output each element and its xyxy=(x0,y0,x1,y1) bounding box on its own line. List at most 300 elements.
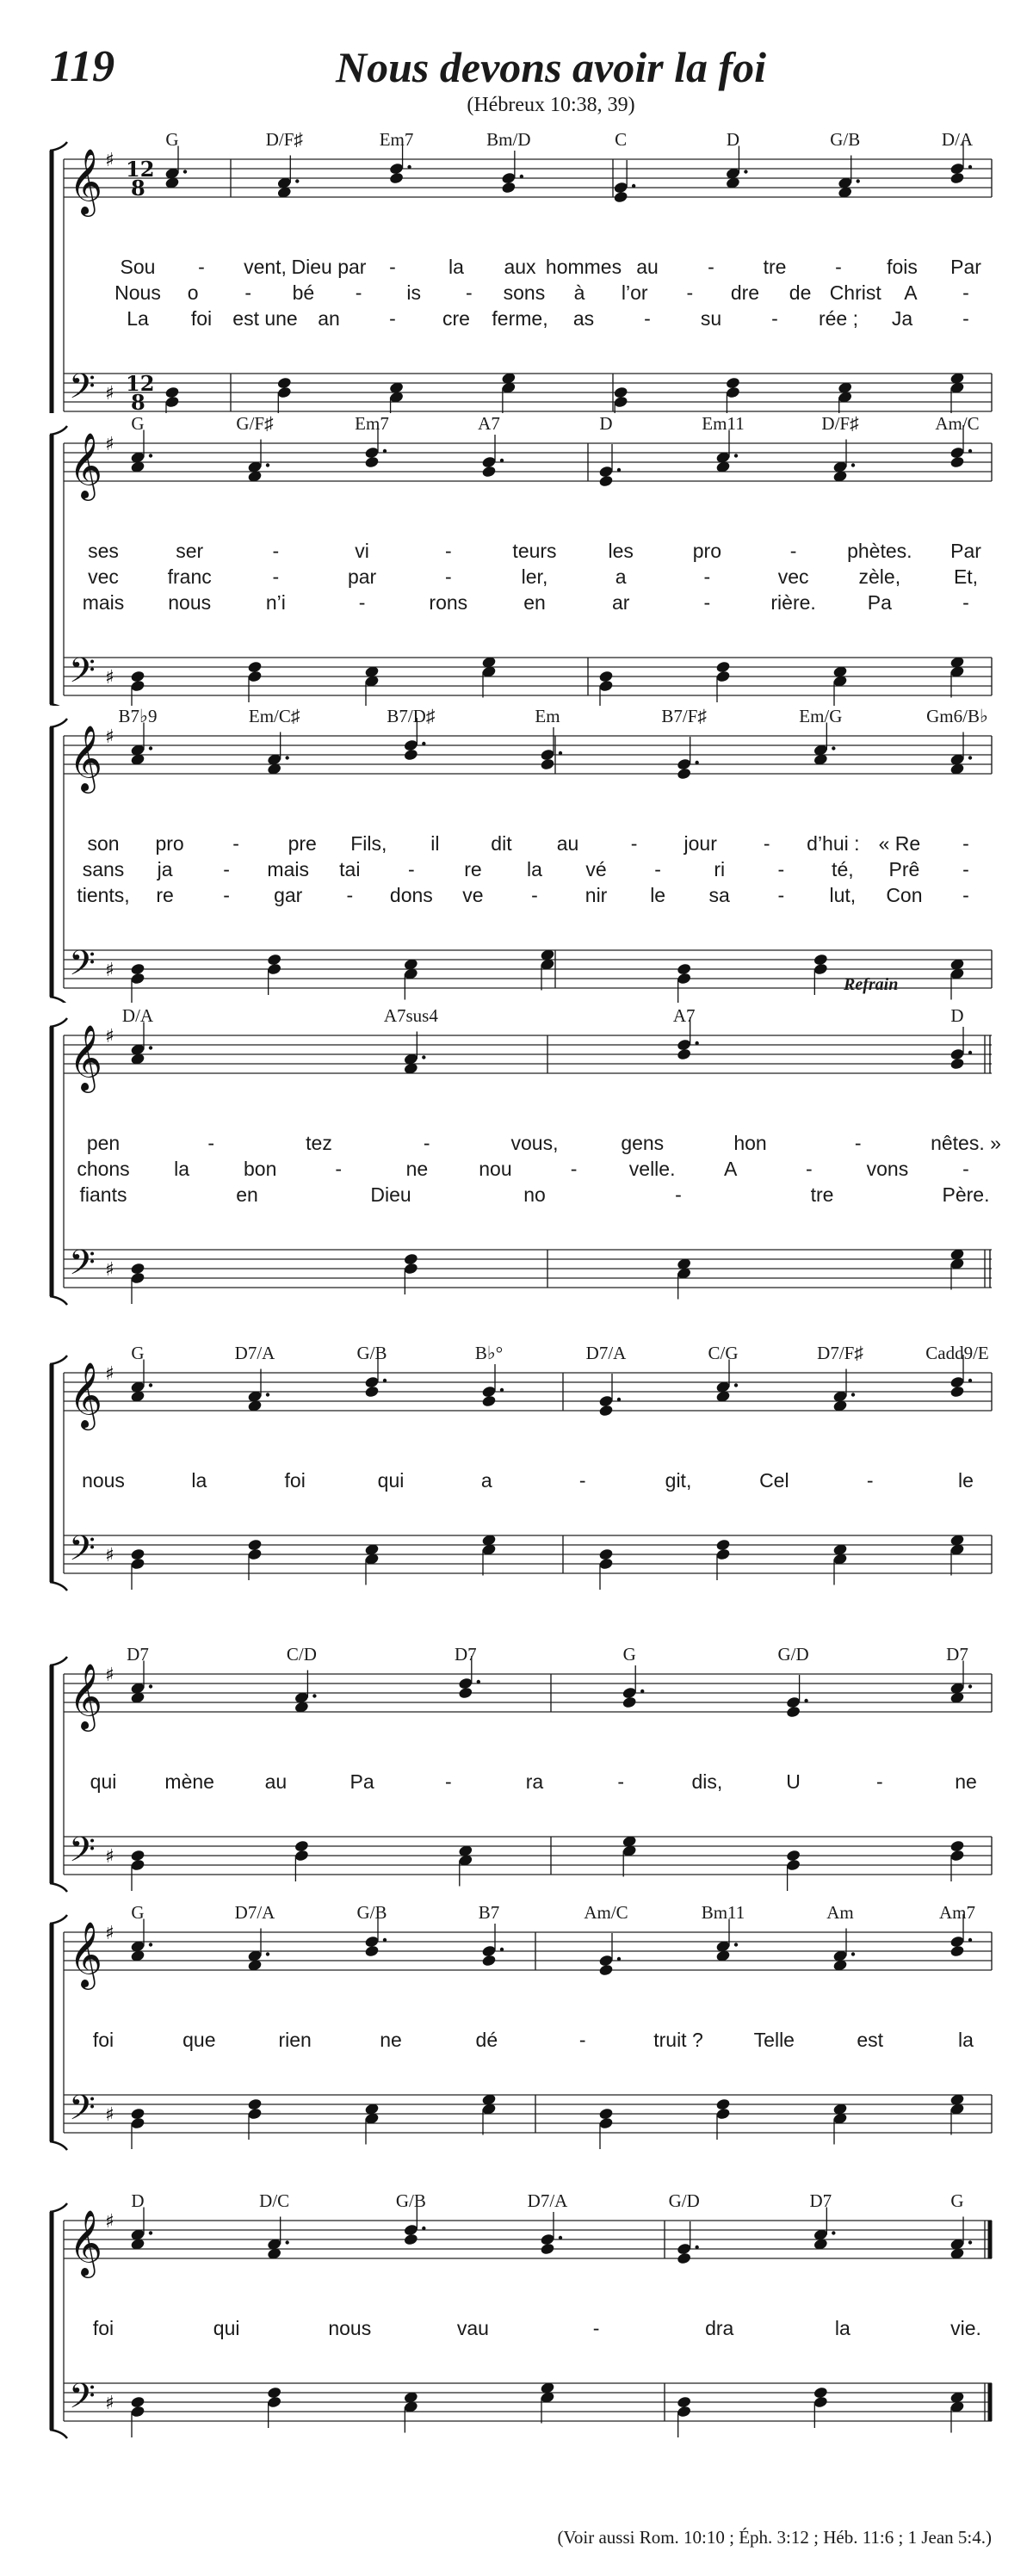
lyric-syllable: ri xyxy=(714,858,726,880)
augmentation-dot xyxy=(422,1055,425,1059)
chord-symbol: Am xyxy=(826,1902,854,1923)
lyric-syllable: o xyxy=(187,281,199,304)
score-system xyxy=(0,975,1033,1343)
lyric-syllable: « Re xyxy=(878,832,921,855)
bass-clef-icon: 𝄢 xyxy=(69,1243,96,1291)
augmentation-dot xyxy=(734,454,738,457)
lyric-syllable: - xyxy=(962,1158,969,1180)
lyric-syllable: bé xyxy=(292,281,315,304)
lyric-syllable: nou xyxy=(479,1158,512,1180)
lyric-syllable: à xyxy=(573,281,585,304)
lyric-syllable: Sou xyxy=(120,256,156,278)
key-signature-sharp-icon: ♯ xyxy=(105,1259,114,1281)
note-head xyxy=(949,171,965,184)
lyric-syllable: dre xyxy=(730,281,760,304)
chord-symbol: D xyxy=(599,413,613,434)
augmentation-dot xyxy=(266,1952,269,1955)
lyric-syllable: mais xyxy=(267,858,309,880)
note-head xyxy=(540,757,555,770)
lyric-syllable: dé xyxy=(475,2029,498,2051)
chord-symbol: G/B xyxy=(830,129,861,150)
score-system xyxy=(0,1902,1033,2190)
lyric-syllable: Nous xyxy=(114,281,161,304)
key-signature-sharp-icon: ♯ xyxy=(105,726,114,748)
chord-symbol: B7/D♯ xyxy=(387,706,436,726)
bass-clef-icon: 𝄢 xyxy=(69,651,96,699)
time-signature-top: 12 xyxy=(126,371,155,396)
note-head xyxy=(481,1954,497,1967)
lyric-syllable: Dieu par xyxy=(291,256,367,278)
lyric-syllable: su xyxy=(700,307,722,330)
lyric-syllable: ferme, xyxy=(492,307,548,330)
lyric-syllable: - xyxy=(223,884,230,906)
lyric-syllable: la xyxy=(448,256,464,278)
chord-symbol: D/A xyxy=(121,1005,154,1026)
lyric-syllable: an xyxy=(318,307,340,330)
augmentation-dot xyxy=(266,1393,269,1396)
chord-symbol: G/F♯ xyxy=(236,413,274,434)
chord-symbol: A7 xyxy=(672,1005,696,1026)
augmentation-dot xyxy=(695,761,698,764)
chord-symbol: Bm/D xyxy=(486,129,531,150)
lyric-syllable: Con xyxy=(886,884,923,906)
lyric-syllable: - xyxy=(207,1132,215,1154)
lyric-syllable: ja xyxy=(157,858,173,880)
augmentation-dot xyxy=(617,1398,621,1401)
lyric-syllable: fiants xyxy=(79,1183,127,1206)
key-signature-sharp-icon: ♯ xyxy=(105,667,114,689)
augmentation-dot xyxy=(632,184,635,188)
lyric-syllable: hon xyxy=(733,1132,767,1154)
note-head xyxy=(294,1839,309,1852)
lyric-syllable: - xyxy=(389,307,396,330)
lyric-syllable: - xyxy=(355,281,362,304)
note-head xyxy=(247,660,263,673)
lyric-syllable: en xyxy=(523,591,546,614)
chord-symbol: D7 xyxy=(454,1644,477,1665)
augmentation-dot xyxy=(383,449,387,453)
lyric-syllable: vec xyxy=(88,565,119,588)
lyric-syllable: ra xyxy=(525,1770,544,1793)
lyric-syllable: - xyxy=(630,832,638,855)
lyric-syllable: - xyxy=(198,256,205,278)
augmentation-dot xyxy=(149,1046,152,1049)
chord-symbol: Em11 xyxy=(702,413,745,434)
lyric-syllable: d’hui : xyxy=(807,832,860,855)
lyric-syllable: pro xyxy=(155,832,184,855)
augmentation-dot xyxy=(832,2231,835,2234)
augmentation-dot xyxy=(968,1379,972,1382)
lyric-syllable: gar xyxy=(274,884,303,906)
augmentation-dot xyxy=(407,165,411,169)
lyric-syllable: Père. xyxy=(942,1183,990,1206)
chord-symbol: Em/G xyxy=(799,706,843,726)
lyric-syllable: as xyxy=(572,307,595,330)
treble-clef-icon: 𝄞 xyxy=(69,1362,103,1428)
lyric-syllable: rien xyxy=(278,2029,312,2051)
lyric-syllable: dis, xyxy=(691,1770,723,1793)
chord-symbol: G/B xyxy=(356,1343,387,1363)
note-head xyxy=(613,190,628,203)
lyric-syllable: teurs xyxy=(512,540,557,562)
augmentation-dot xyxy=(422,2227,425,2230)
augmentation-dot xyxy=(500,1948,504,1951)
chord-symbol: Em/C♯ xyxy=(248,706,300,726)
lyric-syllable: a xyxy=(615,565,627,588)
augmentation-dot xyxy=(851,1952,855,1955)
lyric-syllable: - xyxy=(444,565,452,588)
key-signature-sharp-icon: ♯ xyxy=(105,960,114,981)
chord-symbol: C xyxy=(615,129,628,150)
treble-clef-icon: 𝄞 xyxy=(69,1921,103,1987)
note-head xyxy=(364,1385,380,1398)
augmentation-dot xyxy=(149,1383,152,1387)
note-head xyxy=(598,1547,614,1560)
note-head xyxy=(949,1385,965,1398)
augmentation-dot xyxy=(559,2236,562,2239)
lyric-syllable: Par xyxy=(950,256,981,278)
lyric-syllable: - xyxy=(578,2029,586,2051)
lyric-syllable: - xyxy=(272,540,280,562)
lyric-syllable: sa xyxy=(708,884,730,906)
note-head xyxy=(715,1538,731,1551)
augmentation-dot xyxy=(851,463,855,466)
note-head xyxy=(130,962,145,975)
lyric-syllable: velle. xyxy=(628,1158,676,1180)
lyric-syllable: - xyxy=(763,832,770,855)
lyric-syllable: - xyxy=(962,591,969,614)
augmentation-dot xyxy=(695,1041,698,1045)
lyric-syllable: vons xyxy=(866,1158,909,1180)
lyric-syllable: tez xyxy=(306,1132,332,1154)
lyric-syllable: pre xyxy=(288,832,317,855)
lyric-syllable: Cel xyxy=(759,1469,789,1492)
lyric-syllable: nir xyxy=(585,884,608,906)
chord-symbol: Cadd9/E xyxy=(925,1343,989,1363)
augmentation-dot xyxy=(968,1938,972,1942)
note-head xyxy=(598,1963,614,1976)
lyric-syllable: tai xyxy=(339,858,361,880)
augmentation-dot xyxy=(149,1684,152,1688)
lyric-syllable: Et, xyxy=(953,565,979,588)
lyric-syllable: - xyxy=(346,884,354,906)
lyric-syllable: la xyxy=(174,1158,190,1180)
note-head xyxy=(481,465,497,478)
augmentation-dot xyxy=(640,1690,644,1693)
lyric-syllable: cre xyxy=(442,307,470,330)
refrain-label: Refrain xyxy=(844,975,899,994)
chord-symbol: B7 xyxy=(478,1902,500,1923)
chord-symbol: G xyxy=(622,1644,636,1665)
note-head xyxy=(949,1057,965,1070)
lyric-syllable: la xyxy=(191,1469,207,1492)
note-head xyxy=(164,386,180,398)
augmentation-dot xyxy=(149,746,152,750)
note-head xyxy=(949,455,965,468)
chord-symbol: D/A xyxy=(941,129,974,150)
lyric-syllable: re xyxy=(156,884,174,906)
key-signature-sharp-icon: ♯ xyxy=(105,1846,114,1868)
lyric-syllable: au xyxy=(556,832,579,855)
note-head xyxy=(276,376,292,389)
staff-graphics xyxy=(0,2190,1033,2487)
lyric-syllable: est xyxy=(857,2029,883,2051)
lyric-syllable: - xyxy=(444,1770,452,1793)
note-head xyxy=(403,1252,418,1265)
lyric-syllable: - xyxy=(578,1469,586,1492)
augmentation-dot xyxy=(832,746,835,750)
note-head xyxy=(677,1047,692,1060)
key-signature-sharp-icon: ♯ xyxy=(105,383,114,405)
chord-symbol: G/D xyxy=(777,1644,809,1665)
scripture-reference: (Hébreux 10:38, 39) xyxy=(467,94,635,116)
chord-symbol: D xyxy=(950,1005,964,1026)
key-signature-sharp-icon: ♯ xyxy=(105,1026,114,1047)
note-head xyxy=(403,748,418,761)
note-head xyxy=(813,953,828,966)
lyric-syllable: l’or xyxy=(621,281,648,304)
score-system xyxy=(0,1644,1033,1902)
lyric-syllable: git, xyxy=(665,1469,692,1492)
note-head xyxy=(598,670,614,683)
chord-symbol: Em xyxy=(535,706,560,726)
augmentation-dot xyxy=(968,449,972,453)
chord-symbol: Am/C xyxy=(935,413,980,434)
chord-symbol: Em7 xyxy=(355,413,389,434)
lyric-syllable: is xyxy=(406,281,421,304)
lyric-syllable: a xyxy=(480,1469,492,1492)
lyric-syllable: A xyxy=(724,1158,738,1180)
chord-symbol: D7/A xyxy=(585,1343,627,1363)
augmentation-dot xyxy=(968,756,972,759)
augmentation-dot xyxy=(968,1051,972,1054)
lyric-syllable: Pa xyxy=(867,591,892,614)
lyric-syllable: - xyxy=(777,858,785,880)
note-head xyxy=(458,1686,473,1699)
lyric-syllable: son xyxy=(87,832,120,855)
key-signature-sharp-icon: ♯ xyxy=(105,1665,114,1686)
bass-clef-icon: 𝄢 xyxy=(69,1830,96,1878)
lyric-syllable: foi xyxy=(284,1469,306,1492)
lyric-syllable: ve xyxy=(462,884,484,906)
bass-clef-icon: 𝄢 xyxy=(69,943,96,991)
lyric-syllable: - xyxy=(789,540,797,562)
lyric-syllable: - xyxy=(592,2317,600,2339)
lyric-syllable: - xyxy=(408,858,415,880)
lyric-syllable: nous xyxy=(328,2317,372,2339)
chord-symbol: Bm11 xyxy=(701,1902,745,1923)
time-signature-top: 12 xyxy=(126,157,155,182)
lyric-syllable: - xyxy=(962,884,969,906)
lyric-syllable: - xyxy=(617,1770,625,1793)
score-system xyxy=(0,129,1033,413)
time-signature-bottom: 8 xyxy=(131,390,145,413)
note-head xyxy=(613,386,628,398)
chord-symbol: G/B xyxy=(395,2190,426,2211)
lyric-syllable: - xyxy=(644,307,651,330)
lyric-syllable: Dieu xyxy=(370,1183,411,1206)
chord-symbol: G/D xyxy=(668,2190,700,2211)
lyric-syllable: nêtes. » xyxy=(931,1132,1001,1154)
augmentation-dot xyxy=(744,170,747,173)
lyric-syllable: - xyxy=(686,281,694,304)
lyric-syllable: - xyxy=(570,1158,578,1180)
lyric-syllable: sons xyxy=(503,281,546,304)
lyric-syllable: - xyxy=(423,1132,430,1154)
lyric-syllable: - xyxy=(703,565,711,588)
lyric-syllable: - xyxy=(962,858,969,880)
lyric-syllable: ne xyxy=(380,2029,402,2051)
note-head xyxy=(130,2395,145,2408)
chord-symbol: C/D xyxy=(286,1644,317,1665)
note-head xyxy=(677,767,692,780)
lyric-syllable: phètes. xyxy=(847,540,912,562)
lyric-syllable: franc xyxy=(167,565,212,588)
key-signature-sharp-icon: ♯ xyxy=(105,2104,114,2126)
lyric-syllable: aux xyxy=(504,256,536,278)
lyric-syllable: tre xyxy=(810,1183,834,1206)
note-head xyxy=(501,181,516,194)
chord-symbol: D xyxy=(726,129,740,150)
key-signature-sharp-icon: ♯ xyxy=(105,1363,114,1385)
note-head xyxy=(267,2386,282,2399)
lyric-syllable: - xyxy=(389,256,396,278)
note-head xyxy=(786,1849,801,1862)
lyric-syllable: té, xyxy=(832,858,854,880)
chord-symbol: G xyxy=(950,2190,964,2211)
note-head xyxy=(540,2242,555,2255)
note-head xyxy=(715,660,731,673)
lyric-syllable: - xyxy=(465,281,473,304)
augmentation-dot xyxy=(285,2240,288,2244)
lyric-syllable: par xyxy=(347,565,377,588)
footer-references: (Voir aussi Rom. 10:10 ; Éph. 3:12 ; Héb. 11:6 ; 1 Jean 5:4.) xyxy=(557,2527,992,2548)
treble-clef-icon: 𝄞 xyxy=(69,1663,103,1729)
lyric-syllable: rons xyxy=(429,591,468,614)
bass-clef-icon: 𝄢 xyxy=(69,2088,96,2136)
note-head xyxy=(677,2252,692,2264)
lyric-syllable: Telle xyxy=(753,2029,795,2051)
lyric-syllable: rière. xyxy=(770,591,816,614)
lyric-syllable: - xyxy=(708,256,714,278)
augmentation-dot xyxy=(559,751,562,755)
lyric-syllable: - xyxy=(654,858,661,880)
augmentation-dot xyxy=(266,463,269,466)
chord-symbol: Gm6/B♭ xyxy=(926,706,988,726)
lyric-syllable: fois xyxy=(887,256,918,278)
chord-symbol: D7/A xyxy=(234,1343,275,1363)
note-head xyxy=(622,1696,637,1708)
hymn-title: Nous devons avoir la foi xyxy=(336,43,766,91)
lyric-syllable: sans xyxy=(82,858,125,880)
chord-symbol: Am/C xyxy=(584,1902,628,1923)
lyric-syllable: foi xyxy=(92,2029,114,2051)
lyric-syllable: - xyxy=(444,540,452,562)
time-signature-bottom: 8 xyxy=(131,176,145,201)
note-head xyxy=(715,2097,731,2110)
augmentation-dot xyxy=(851,1393,855,1396)
lyric-syllable: au xyxy=(264,1770,288,1793)
note-head xyxy=(786,1705,801,1718)
chord-symbol: G/B xyxy=(356,1902,387,1923)
chord-symbol: D/C xyxy=(259,2190,290,2211)
lyric-syllable: la xyxy=(958,2029,974,2051)
lyric-syllable: jour xyxy=(684,832,717,855)
augmentation-dot xyxy=(383,1938,387,1942)
note-head xyxy=(813,2386,828,2399)
key-signature-sharp-icon: ♯ xyxy=(105,1923,114,1944)
lyric-syllable: chons xyxy=(77,1158,130,1180)
chord-symbol: D/F♯ xyxy=(265,129,303,150)
lyric-syllable: qui xyxy=(90,1770,117,1793)
lyric-syllable: vent, xyxy=(244,256,287,278)
lyric-syllable: vi xyxy=(355,540,369,562)
lyric-syllable: mais xyxy=(82,591,125,614)
note-head xyxy=(389,171,405,184)
note-head xyxy=(403,2233,418,2246)
lyric-syllable: mène xyxy=(164,1770,214,1793)
lyric-syllable: foi xyxy=(190,307,213,330)
augmentation-dot xyxy=(500,1388,504,1392)
key-signature-sharp-icon: ♯ xyxy=(105,2211,114,2233)
bass-clef-icon: 𝄢 xyxy=(69,367,96,413)
note-head xyxy=(247,1538,263,1551)
lyric-syllable: - xyxy=(771,307,778,330)
chord-symbol: C/G xyxy=(708,1343,739,1363)
lyric-syllable: zèle, xyxy=(858,565,901,588)
lyric-syllable: - xyxy=(272,565,280,588)
lyric-syllable: Christ xyxy=(829,281,881,304)
lyric-syllable: ne xyxy=(955,1770,977,1793)
lyric-syllable: bon xyxy=(243,1158,277,1180)
lyric-syllable: lut, xyxy=(829,884,857,906)
lyric-syllable: ar xyxy=(611,591,630,614)
lyric-syllable: no xyxy=(523,1183,546,1206)
chord-symbol: G xyxy=(131,1902,145,1923)
lyric-syllable: qui xyxy=(213,2317,240,2339)
note-head xyxy=(130,1547,145,1560)
lyric-syllable: - xyxy=(675,1183,682,1206)
lyric-syllable: les xyxy=(608,540,634,562)
chord-symbol: Am7 xyxy=(939,1902,975,1923)
lyric-syllable: - xyxy=(805,1158,813,1180)
augmentation-dot xyxy=(734,1943,738,1946)
key-signature-sharp-icon: ♯ xyxy=(105,434,114,455)
note-head xyxy=(364,455,380,468)
lyric-syllable: foi xyxy=(92,2317,114,2339)
augmentation-dot xyxy=(968,2240,972,2244)
chord-symbol: D/F♯ xyxy=(821,413,859,434)
augmentation-dot xyxy=(968,1684,972,1688)
key-signature-sharp-icon: ♯ xyxy=(105,1545,114,1566)
lyric-syllable: - xyxy=(854,1132,862,1154)
score-system xyxy=(0,413,1033,706)
augmentation-dot xyxy=(149,1943,152,1946)
treble-clef-icon: 𝄞 xyxy=(69,432,103,498)
chord-symbol: G xyxy=(131,1343,145,1363)
augmentation-dot xyxy=(295,179,299,182)
chord-symbol: B♭° xyxy=(474,1343,504,1363)
lyric-syllable: dra xyxy=(705,2317,734,2339)
augmentation-dot xyxy=(617,1957,621,1961)
lyric-syllable: - xyxy=(358,591,366,614)
bass-clef-icon: 𝄢 xyxy=(69,1529,96,1577)
lyric-syllable: - xyxy=(962,832,969,855)
lyric-syllable: Prê xyxy=(888,858,920,880)
lyric-syllable: n’i xyxy=(265,591,286,614)
chord-symbol: D xyxy=(131,2190,145,2211)
staff-graphics xyxy=(0,1343,1033,1644)
